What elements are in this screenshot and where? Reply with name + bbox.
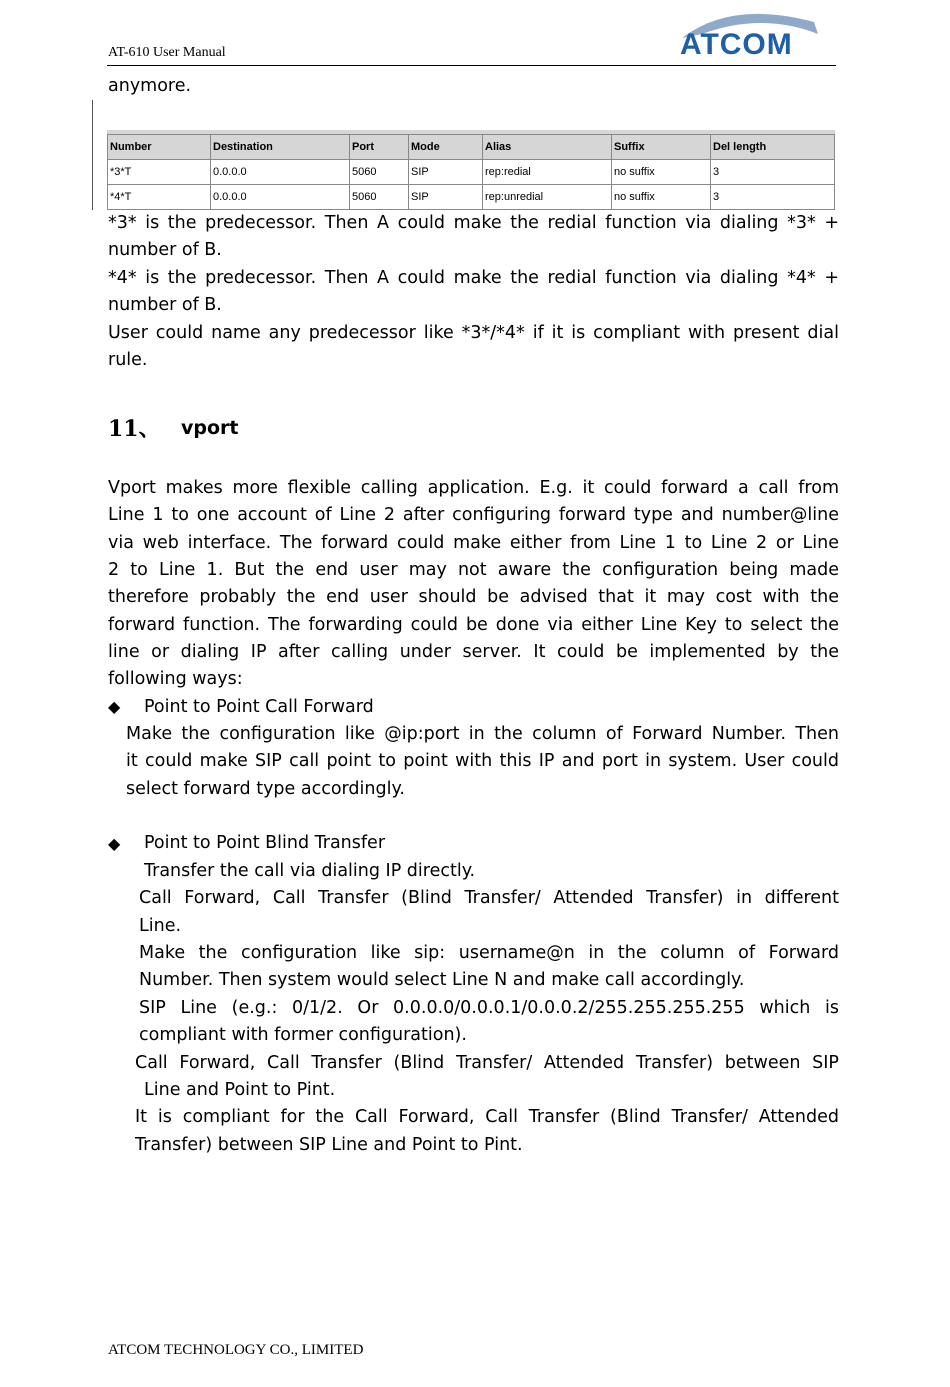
section-title: vport [181,417,239,439]
header-title: AT-610 User Manual [108,45,226,60]
table-cell: rep:redial [483,160,612,185]
table-cell: 0.0.0.0 [211,160,350,185]
body-line: Vport makes more flexible calling application. E.g. it could forward a call from [108,478,839,498]
body-line: number of B. [108,240,222,260]
body-line: *3* is the predecessor. Then A could make the redial function via dialing *3* + [108,213,839,233]
table-cell: SIP [409,160,483,185]
table-cell: 5060 [350,160,409,185]
body-line: rule. [108,350,148,370]
body-line: *4* is the predecessor. Then A could make the redial function via dialing *4* + [108,268,839,288]
table-header-cell: Alias [483,135,612,160]
body-line: select forward type accordingly. [126,779,405,799]
body-line: Transfer the call via dialing IP directly. [144,861,476,881]
table-cell: 3 [711,160,835,185]
table-cell: 5060 [350,185,409,210]
body-line: Line 1 to one account of Line 2 after configuring forward type and number@line [108,505,839,525]
diamond-bullet-icon: ◆ [108,697,121,716]
body-line: it could make SIP call point to point with this IP and port in system. User could [126,751,839,771]
body-line: therefore probably the end user should be advised that it may cost with the [108,587,839,607]
section-number: 11、 [108,416,161,442]
body-line: Transfer) between SIP Line and Point to Pint. [135,1135,523,1155]
bullet-title: Point to Point Blind Transfer [144,833,386,853]
diamond-bullet-icon: ◆ [108,834,121,853]
body-line: following ways: [108,669,243,689]
logo-text: ATCOM [680,28,793,61]
body-line: SIP Line (e.g.: 0/1/2. Or 0.0.0.0/0.0.0.1/0.0.0.2/255.255.255.255 which is [139,998,839,1018]
body-line: Line and Point to Pint. [144,1080,336,1100]
body-line: Make the configuration like @ip:port in the column of Forward Number. Then [126,724,839,744]
table-cell: *3*T [108,160,211,185]
table-cell: 0.0.0.0 [211,185,350,210]
table-header-cell: Destination [211,135,350,160]
table-cell: 3 [711,185,835,210]
body-line: It is compliant for the Call Forward, Call Transfer (Blind Transfer/ Attended [135,1107,839,1127]
table-cell: *4*T [108,185,211,210]
table-header-row [108,135,835,160]
table-header-cell: Suffix [612,135,711,160]
dial-rule-table [107,130,835,210]
body-line: Number. Then system would select Line N and make call accordingly. [139,970,745,990]
table-cell: rep:unredial [483,185,612,210]
footer-company: ATCOM TECHNOLOGY CO., LIMITED [108,1342,364,1358]
body-line: compliant with former configuration). [139,1025,467,1045]
body-line: forward function. The forwarding could be done via either Line Key to select the [108,615,839,635]
table-header-cell: Del length [711,135,835,160]
table-cell: SIP [409,185,483,210]
table-header-cell: Port [350,135,409,160]
table-header-cell: Number [108,135,211,160]
body-line: via web interface. The forward could make either from Line 1 to Line 2 or Line [108,533,839,553]
body-line: Line. [139,916,182,936]
body-line: Call Forward, Call Transfer (Blind Transfer/ Attended Transfer) in different [139,888,839,908]
revision-bar [92,100,93,210]
body-line: Make the configuration like sip: username@n in the column of Forward [139,943,839,963]
table-cell: no suffix [612,160,711,185]
body-line: line or dialing IP after calling under server. It could be implemented by the [108,642,839,662]
table-row [108,185,835,210]
body-line: Call Forward, Call Transfer (Blind Transfer/ Attended Transfer) between SIP [135,1053,839,1073]
table-header-cell: Mode [409,135,483,160]
bullet-title: Point to Point Call Forward [144,697,374,717]
header-rule [107,65,836,66]
body-line: 2 to Line 1. But the end user may not aware the configuration being made [108,560,839,580]
body-line: number of B. [108,295,222,315]
table-row [108,160,835,185]
continued-text: anymore. [108,76,192,96]
table-cell: no suffix [612,185,711,210]
body-line: User could name any predecessor like *3*/*4* if it is compliant with present dial [108,323,839,343]
